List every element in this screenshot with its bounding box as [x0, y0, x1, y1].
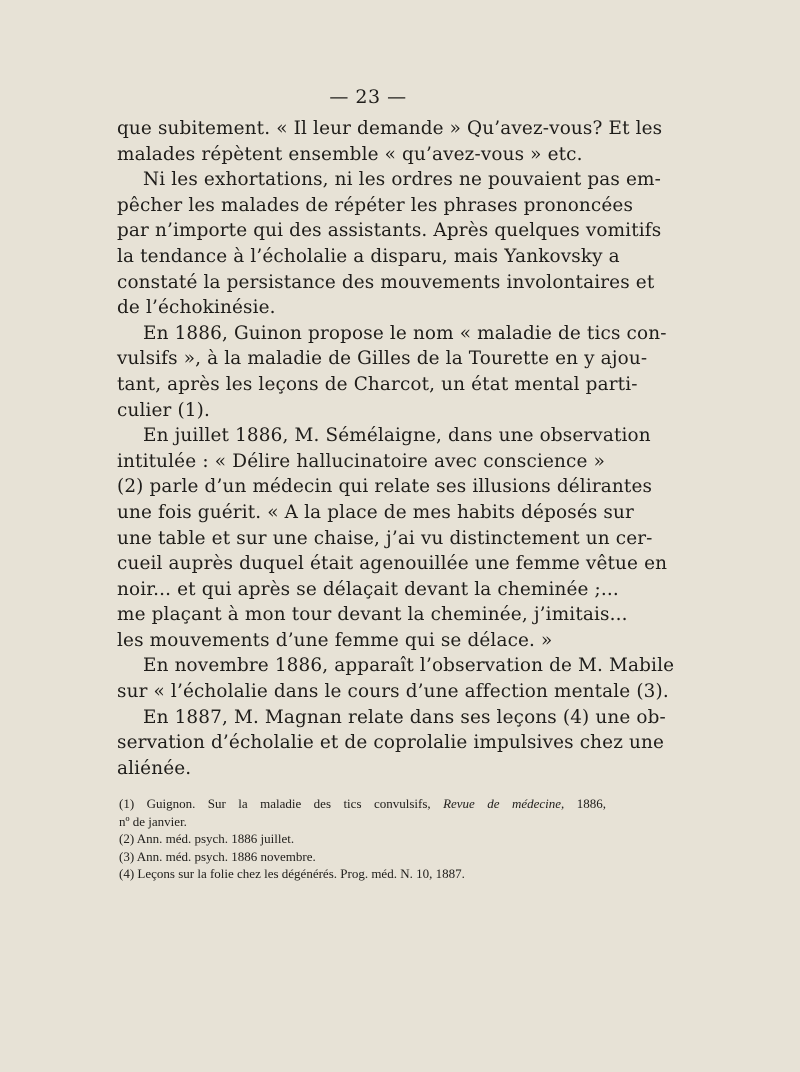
text-line: me plaçant à mon tour devant la cheminée, j’imitais...: [117, 604, 628, 626]
text-line: malades répètent ensemble « qu’avez-vous » etc.: [117, 143, 583, 165]
text-line: par n’importe qui des assistants. Après quelques vomitifs: [117, 220, 662, 242]
footnotes: [119, 795, 606, 883]
text-line: sur « l’écholalie dans le cours d’une affection mentale (3).: [117, 681, 669, 703]
footnote-1-text: (1) Guignon. Sur la maladie des tics convulsifs,: [119, 796, 444, 811]
footnote-4: (4) Leçons sur la folie chez les dégénérés. Prog. méd. N. 10, 1887.: [119, 866, 465, 882]
text-line: une fois guérit. « A la place de mes habits déposés sur: [117, 501, 634, 523]
main-text-block: [117, 116, 675, 781]
text-line: aliénée.: [117, 757, 192, 779]
text-line: pêcher les malades de répéter les phrases prononcées: [117, 194, 634, 216]
text-line: En 1886, Guinon propose le nom « maladie de tics con-: [143, 322, 667, 344]
text-line: En 1887, M. Magnan relate dans ses leçons (4) une ob-: [143, 706, 666, 728]
text-line: intitulée : « Délire hallucinatoire avec conscience »: [117, 450, 605, 472]
footnote-1-year: 1886,: [564, 796, 606, 811]
text-line: Ni les exhortations, ni les ordres ne pouvaient pas em-: [143, 169, 661, 191]
text-line: vulsifs », à la maladie de Gilles de la Tourette en y ajou-: [117, 348, 648, 370]
text-line: tant, après les leçons de Charcot, un état mental parti-: [117, 373, 638, 395]
text-line: cueil auprès duquel était agenouillée une femme vêtue en: [117, 553, 668, 575]
text-line: la tendance à l’écholalie a disparu, mais Yankovsky a: [117, 245, 620, 267]
text-line: (2) parle d’un médecin qui relate ses illusions délirantes: [117, 476, 653, 498]
text-line: En juillet 1886, M. Sémélaigne, dans une observation: [143, 425, 651, 447]
text-line: servation d’écholalie et de coprolalie impulsives chez une: [117, 732, 665, 754]
text-line: noir... et qui après se délaçait devant la cheminée ;...: [117, 578, 619, 600]
footnote-1-journal: Revue de médecine,: [443, 796, 565, 811]
footnote-2: (2) Ann. méd. psych. 1886 juillet.: [119, 831, 295, 847]
text-line: constaté la persistance des mouvements involontaires et: [117, 271, 655, 293]
text-line: En novembre 1886, apparaît l’observation de M. Mabile: [143, 655, 675, 677]
text-line: culier (1).: [117, 399, 210, 421]
footnote-1: [119, 795, 606, 813]
footnote-3: (3) Ann. méd. psych. 1886 novembre.: [119, 848, 316, 864]
page-number: — 23 —: [329, 86, 407, 108]
text-line: que subitement. « Il leur demande » Qu’avez-vous? Et les: [117, 118, 663, 139]
footnote-1-continuation: nº de janvier.: [119, 813, 187, 829]
text-line: une table et sur une chaise, j’ai vu distinctement un cer-: [117, 527, 653, 549]
text-line: de l’échokinésie.: [117, 297, 276, 319]
text-line: les mouvements d’une femme qui se délace. »: [117, 629, 553, 651]
